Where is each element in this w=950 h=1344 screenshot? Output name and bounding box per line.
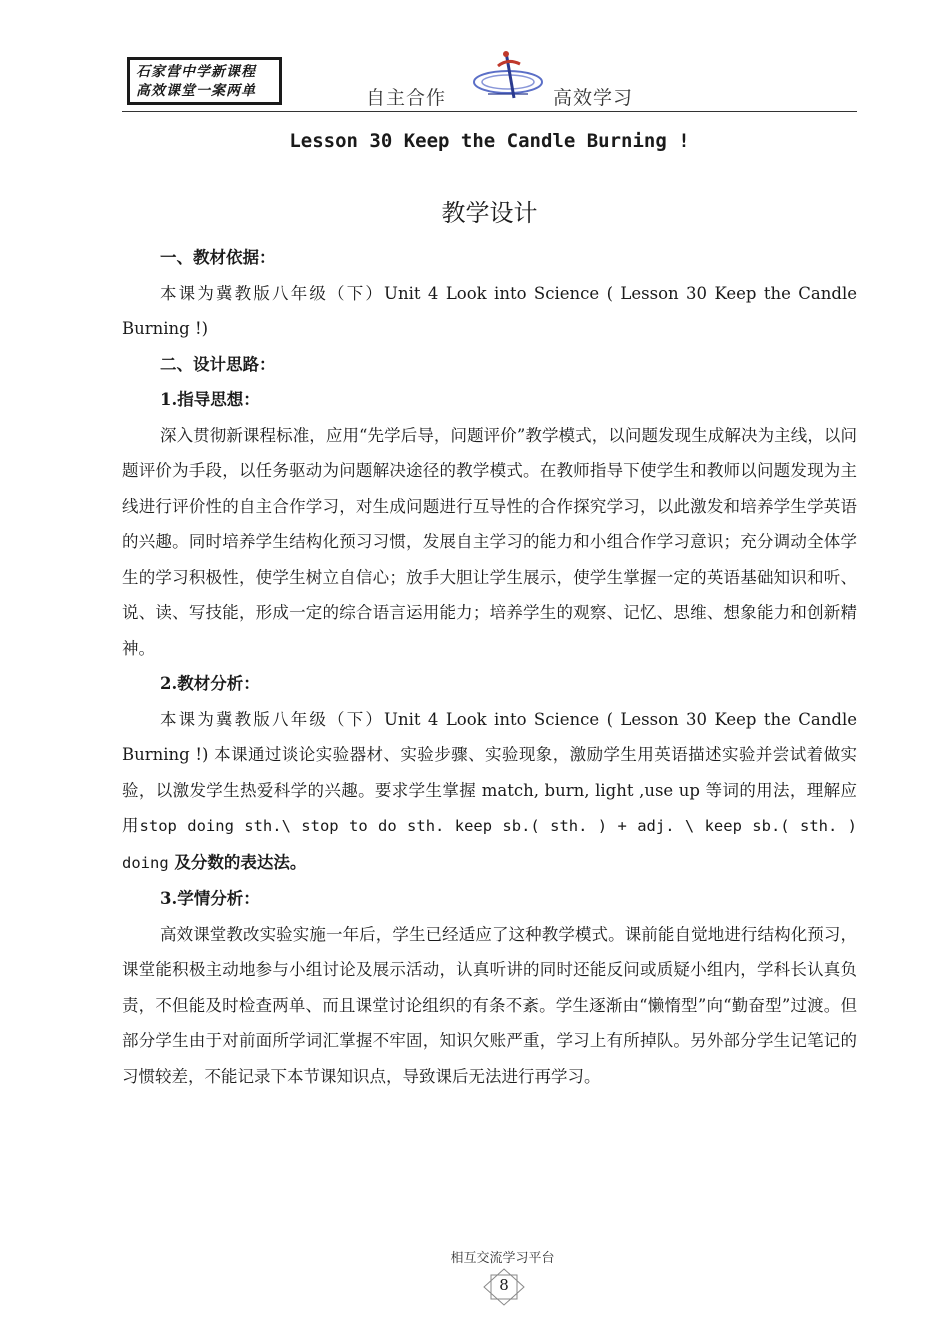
subsection-2-text-main: 本课为冀教版八年级（下）Unit 4 Look into Science ( Lesson 30 Keep the Candle Burning !) 本课通过谈论实验器材、实验步骤、实验现象，激励学生用英语描述实验并尝试着做实验，以激发学生热爱科学的兴趣。要求学生掌握 match, burn, light ,use up 等词的用法，理解应用 [122,709,857,835]
subsection-3-text: 高效课堂教改实验实施一年后，学生已经适应了这种教学模式。课前能自觉地进行结构化预习，课堂能积极主动地参与小组讨论及展示活动，认真听讲的同时还能反问或质疑小组内，学科长认真负责，不但能及时检查两单、而且课堂讨论组织的有条不紊。学生逐渐由“懒惰型”向“勤奋型”过渡。但部分学生由于对前面所学词汇掌握不牢固，知识欠账严重，学习上有所掉队。另外部分学生记笔记的习惯较差，不能记录下本节课知识点，导致课后无法进行再学习。 [122,924,857,1086]
subsection-2-heading [122,666,857,702]
subsection-1-heading-text: 1.指导思想： [160,390,260,409]
subsection-2-grammar-points: stop doing sth.\ stop to do sth. keep sb.( sth. ) + adj. \ keep sb.( sth. ) doing [122,817,858,872]
section-1-heading: 一、教材依据： [160,248,276,267]
stamp-line-2: 高效课堂一案两单 [136,83,256,99]
subsection-2-heading-text: 2.教材分析： [160,674,260,693]
school-stamp [127,57,282,105]
section-1-text: 本课为冀教版八年级（下）Unit 4 Look into Science ( Lesson 30 Keep the Candle Burning !) [122,283,857,338]
motto-left: 自主合作 [366,87,447,109]
footer-platform: 相互交流学习平台 [450,1251,555,1266]
document-body [122,240,857,1094]
subsection-2-text-end: 及分数的表达法。 [168,852,307,872]
subsection-3-heading [122,881,857,917]
stamp-line-1: 石家营中学新课程 [136,64,256,80]
header-divider [122,111,857,112]
subsection-1-text: 深入贯彻新课程标准，应用“先学后导，问题评价”教学模式，以问题发现生成解决为主线，以问题评价为手段，以任务驱动为问题解决途径的教学模式。在教师指导下使学生和教师以问题发现为主线进行评价性的自主合作学习，对生成问题进行互导性的合作探究学习，以此激发和培养学生学英语的兴趣。同时培养学生结构化预习习惯，发展自主学习的能力和小组合作学习意识；充分调动全体学生的学习积极性，使学生树立自信心；放手大胆让学生展示，使学生掌握一定的英语基础知识和听、说、读、写技能，形成一定的综合语言运用能力；培养学生的观察、记忆、思维、想象能力和创新精神。 [122,425,857,658]
motto-right: 高效学习 [553,87,634,109]
school-logo-icon [468,48,548,104]
section-2-heading: 二、设计思路： [160,354,276,374]
subsection-3-heading-text: 3.学情分析： [160,889,260,908]
page-number: 8 [499,1276,509,1294]
subsection-2-text [122,702,857,882]
subsection-1-heading [122,382,857,418]
lesson-title: Lesson 30 Keep the Candle Burning ! [289,130,690,152]
document-title: 教学设计 [441,199,538,227]
